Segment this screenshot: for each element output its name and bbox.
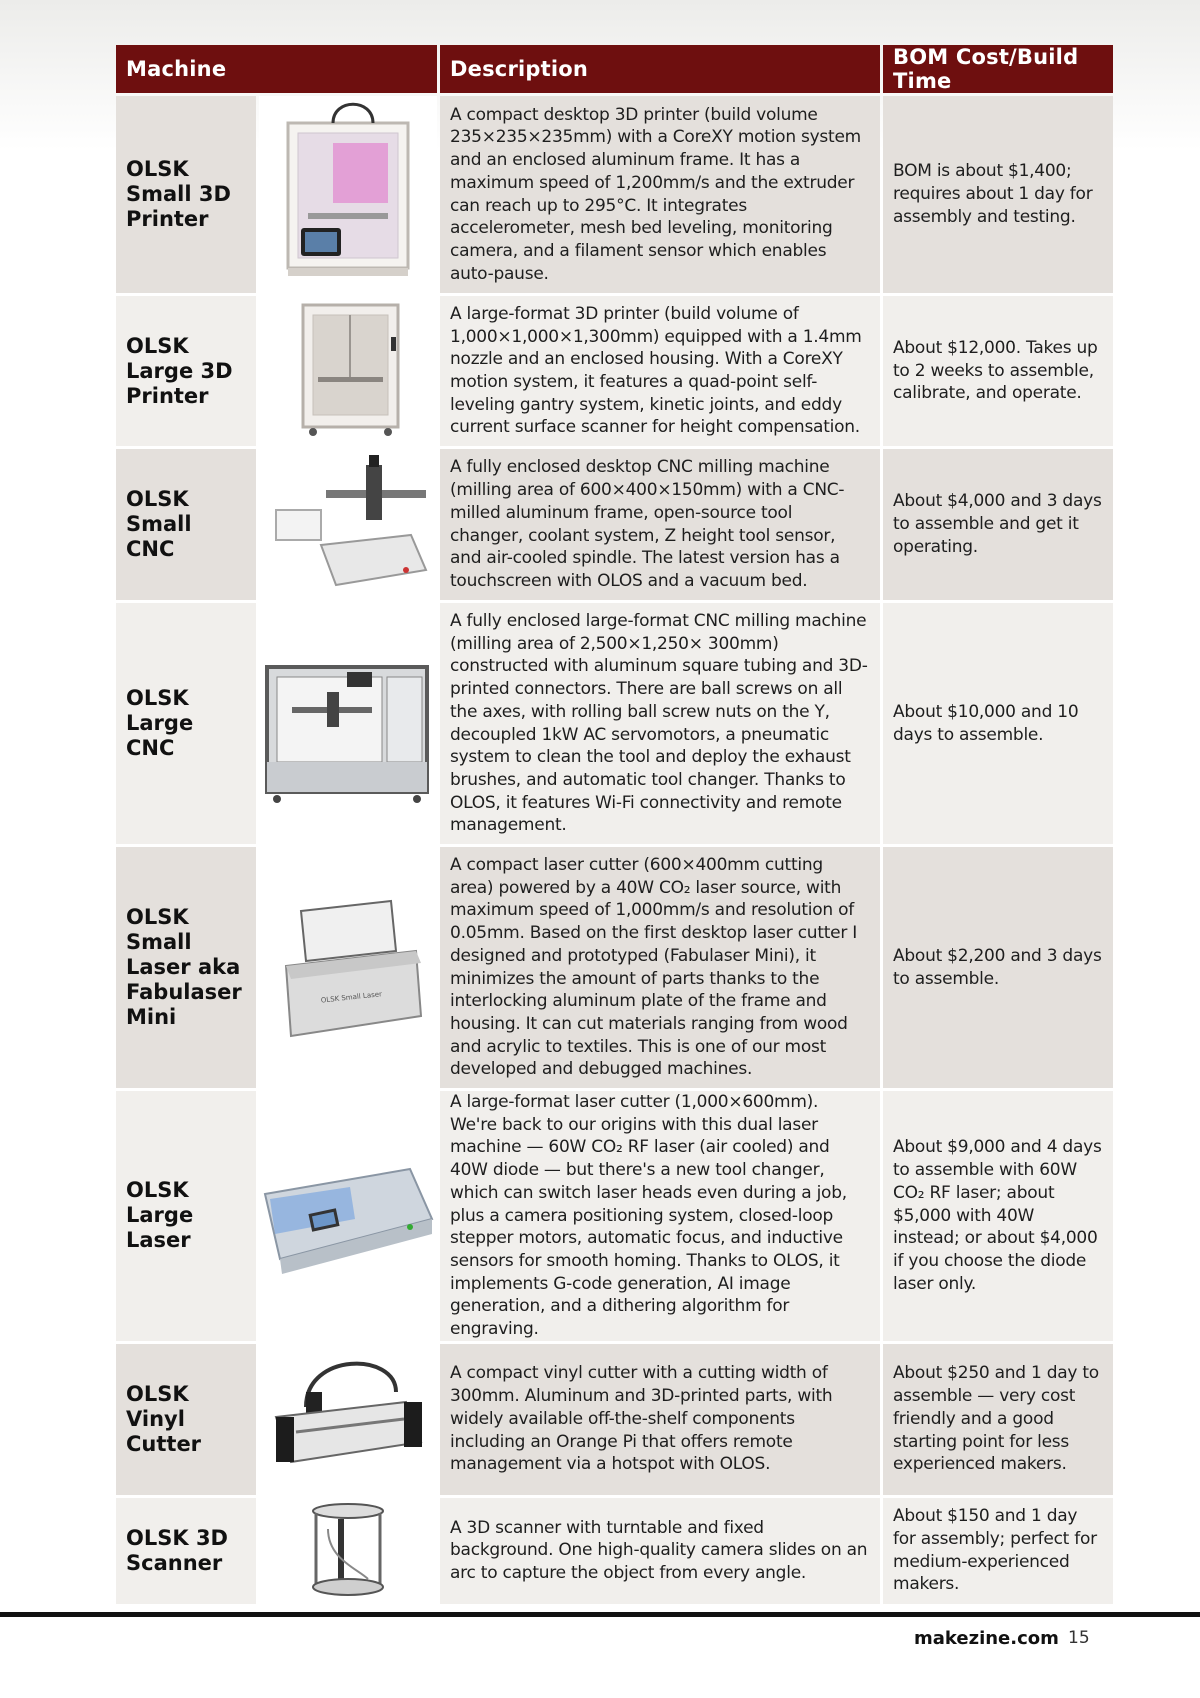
small-laser-photo [259,847,437,1088]
machine-description: A compact laser cutter (600×400mm cutting area) powered by a 40W CO₂ laser source, with maximum speed of 1,000mm/s and resolution of 0.05mm. Based on the first desktop laser cutter I designed and prototyped (Fabulaser Mini), it minimizes the amount of parts thanks to the interlocking aluminum plate of the frame and housing. It can cut materials ranging from wood and acrylic to textiles. This is one of our most developed and debugged machines. [440,847,880,1088]
machine-bom: About $4,000 and 3 days to assemble and get it operating. [883,449,1113,600]
machine-bom: About $10,000 and 10 days to assemble. [883,603,1113,844]
table-row [116,1498,1113,1604]
machine-description: A compact desktop 3D printer (build volume 235×235×235mm) with a CoreXY motion system and an enclosed aluminum frame. It has a maximum speed of 1,200mm/s and the extruder can reach up to 295°C. It integrates accelerometer, mesh bed leveling, monitoring camera, and a filament sensor which enables auto-pause. [440,96,880,293]
small-laser-label: OLSK Small Laser [319,989,382,1005]
machine-name: OLSK Large Laser [116,1091,256,1341]
machine-name: OLSK Small Laser aka Fabulaser Mini [116,847,256,1088]
small-3d-printer-photo [259,96,437,293]
table-row [116,449,1113,600]
machine-bom: About $150 and 1 day for assembly; perfect for medium-experienced makers. [883,1498,1113,1604]
machine-description: A large-format 3D printer (build volume of 1,000×1,000×1,300mm) equipped with a 1.4mm nozzle and an enclosed housing. With a CoreXY motion system, it features a quad-point self-leveling gantry system, kinetic joints, and eddy current surface scanner for height compensation. [440,296,880,446]
table-row [116,847,1113,1088]
machine-name: OLSK Vinyl Cutter [116,1344,256,1495]
machine-description: A 3D scanner with turntable and fixed background. One high-quality camera slides on an arc to capture the object from every angle. [440,1498,880,1604]
vinyl-cutter-photo [259,1344,437,1495]
machine-bom: About $2,200 and 3 days to assemble. [883,847,1113,1088]
table-row [116,1091,1113,1341]
large-cnc-photo [259,603,437,844]
header-machine: Machine [116,45,437,93]
machine-name: OLSK 3D Scanner [116,1498,256,1604]
table-row [116,603,1113,844]
machine-name: OLSK Small CNC [116,449,256,600]
machine-name: OLSK Small 3D Printer [116,96,256,293]
machine-description: A large-format laser cutter (1,000×600mm). We're back to our origins with this dual laser machine — 60W CO₂ RF laser (air cooled) and 40W diode — but there's a new tool changer, which can switch laser heads even during a job, plus a camera positioning system, closed-loop stepper motors, automatic focus, and inductive sensors for smooth homing. Thanks to OLOS, it implements G-code generation, AI image generation, and a dithering algorithm for engraving. [440,1091,880,1341]
machine-name: OLSK Large CNC [116,603,256,844]
header-description: Description [440,45,880,93]
machine-description: A fully enclosed large-format CNC milling machine (milling area of 2,500×1,250× 300mm) constructed with aluminum square tubing and 3D-printed connectors. There are ball screws on all the axes, with rolling ball screw nuts on the Y, decoupled 1kW AC servomotors, a pneumatic system to clean the tool and deploy the exhaust brushes, and automatic tool changer. Thanks to OLOS, it features Wi-Fi connectivity and remote management. [440,603,880,844]
table-header-row [116,45,1113,93]
machine-description: A fully enclosed desktop CNC milling machine (milling area of 600×400×150mm) with a CNC-milled aluminum frame, open-source tool changer, coolant system, Z height tool sensor, and air-cooled spindle. The latest version has a touchscreen with OLOS and a vacuum bed. [440,449,880,600]
footer-rule [0,1612,1200,1617]
3d-scanner-photo [259,1498,437,1604]
machine-description: A compact vinyl cutter with a cutting width of 300mm. Aluminum and 3D-printed parts, with widely available off-the-shelf components including an Orange Pi that offers remote management via a hotspot with OLOS. [440,1344,880,1495]
large-laser-photo [259,1091,437,1341]
machine-bom: About $12,000. Takes up to 2 weeks to assemble, calibrate, and operate. [883,296,1113,446]
table-row [116,1344,1113,1495]
table-row [116,96,1113,293]
small-cnc-photo [259,449,437,600]
footer-site: makezine.com [914,1628,1059,1649]
machines-table [113,42,1116,1607]
header-bom: BOM Cost/Build Time [883,45,1113,93]
large-3d-printer-photo [259,296,437,446]
table-row [116,296,1113,446]
machine-bom: BOM is about $1,400; requires about 1 day for assembly and testing. [883,96,1113,293]
machine-name: OLSK Large 3D Printer [116,296,256,446]
machine-bom: About $9,000 and 4 days to assemble with 60W CO₂ RF laser; about $5,000 with 40W instead; or about $4,000 if you choose the diode laser only. [883,1091,1113,1341]
page-number: 15 [1068,1628,1090,1648]
machine-bom: About $250 and 1 day to assemble — very cost friendly and a good starting point for less experienced makers. [883,1344,1113,1495]
